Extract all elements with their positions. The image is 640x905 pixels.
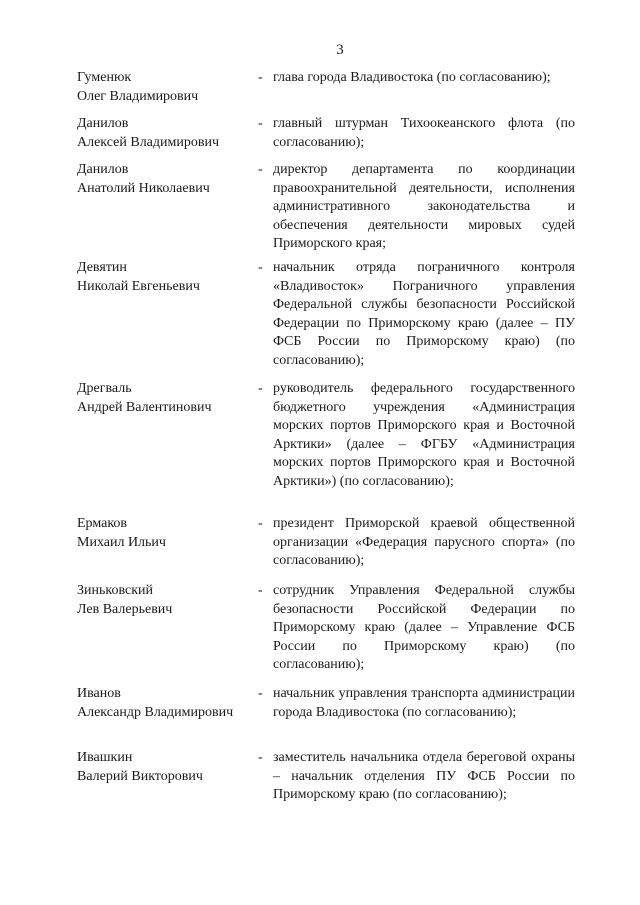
member-position: президент Приморской краевой общественной организации «Федерация парусного спорта» (по согласованию);	[273, 516, 575, 568]
member-given-names: Николай Евгеньевич	[77, 278, 200, 294]
member-given-names: Олег Владимирович	[77, 88, 199, 104]
member-name	[77, 582, 257, 619]
member-given-names: Александр Владимирович	[77, 704, 234, 720]
member-given-names: Алексей Владимирович	[77, 134, 220, 150]
member-surname: Гуменюк	[77, 70, 132, 85]
member-given-names: Андрей Валентинович	[77, 399, 212, 415]
member-name	[77, 380, 257, 417]
member-surname: Иванов	[77, 686, 121, 701]
separator-dash: -	[258, 162, 263, 177]
member-position: начальник отряда пограничного контроля «Владивосток» Пограничного управления Федеральной службы безопасности Российской Федерации по Приморскому краю (далее – ПУ ФСБ России по Приморскому краю) (по согласованию);	[273, 260, 575, 368]
separator-dash: -	[258, 750, 263, 765]
member-surname: Зиньковский	[77, 583, 154, 598]
member-surname: Ивашкин	[77, 750, 133, 765]
member-given-names: Михаил Ильич	[77, 534, 166, 550]
member-position: начальник управления транспорта администрации города Владивостока (по согласованию);	[273, 686, 575, 720]
separator-dash: -	[258, 516, 263, 531]
separator-dash: -	[258, 260, 263, 275]
separator-dash: -	[258, 583, 263, 598]
member-given-names: Анатолий Николаевич	[77, 180, 210, 196]
member-name	[77, 161, 257, 198]
member-name	[77, 749, 257, 786]
member-position: заместитель начальника отдела береговой охраны – начальник отделения ПУ ФСБ России по Приморскому краю (по согласованию);	[273, 750, 575, 802]
member-surname: Данилов	[77, 162, 129, 177]
member-name	[77, 115, 257, 152]
member-name	[77, 69, 257, 106]
member-position: глава города Владивостока (по согласованию);	[273, 70, 551, 85]
member-name	[77, 259, 257, 296]
member-position: директор департамента по координации правоохранительной деятельности, исполнения административного законодательства и обеспечения деятельности мировых судей Приморского края;	[273, 162, 575, 251]
member-position: руководитель федерального государственного бюджетного учреждения «Администрация морских портов Приморского края и Восточной Арктики» (далее – ФГБУ «Администрация морских портов Приморского края и Восточной Арктики») (по согласованию);	[273, 381, 575, 489]
page-number: 3	[336, 42, 344, 58]
member-given-names: Валерий Викторович	[77, 768, 203, 784]
member-surname: Дрегваль	[77, 381, 132, 396]
separator-dash: -	[258, 381, 263, 396]
member-name	[77, 515, 257, 552]
member-surname: Данилов	[77, 116, 129, 131]
member-surname: Ермаков	[77, 516, 128, 531]
member-name	[77, 685, 257, 722]
member-surname: Девятин	[77, 260, 127, 275]
separator-dash: -	[258, 116, 263, 131]
separator-dash: -	[258, 686, 263, 701]
separator-dash: -	[258, 70, 263, 85]
member-position: сотрудник Управления Федеральной службы безопасности Российской Федерации по Приморскому краю (далее – Управление ФСБ России по Приморскому краю) (по согласованию);	[273, 583, 575, 672]
member-position: главный штурман Тихоокеанского флота (по согласованию);	[273, 116, 575, 150]
member-given-names: Лев Валерьевич	[77, 601, 173, 617]
